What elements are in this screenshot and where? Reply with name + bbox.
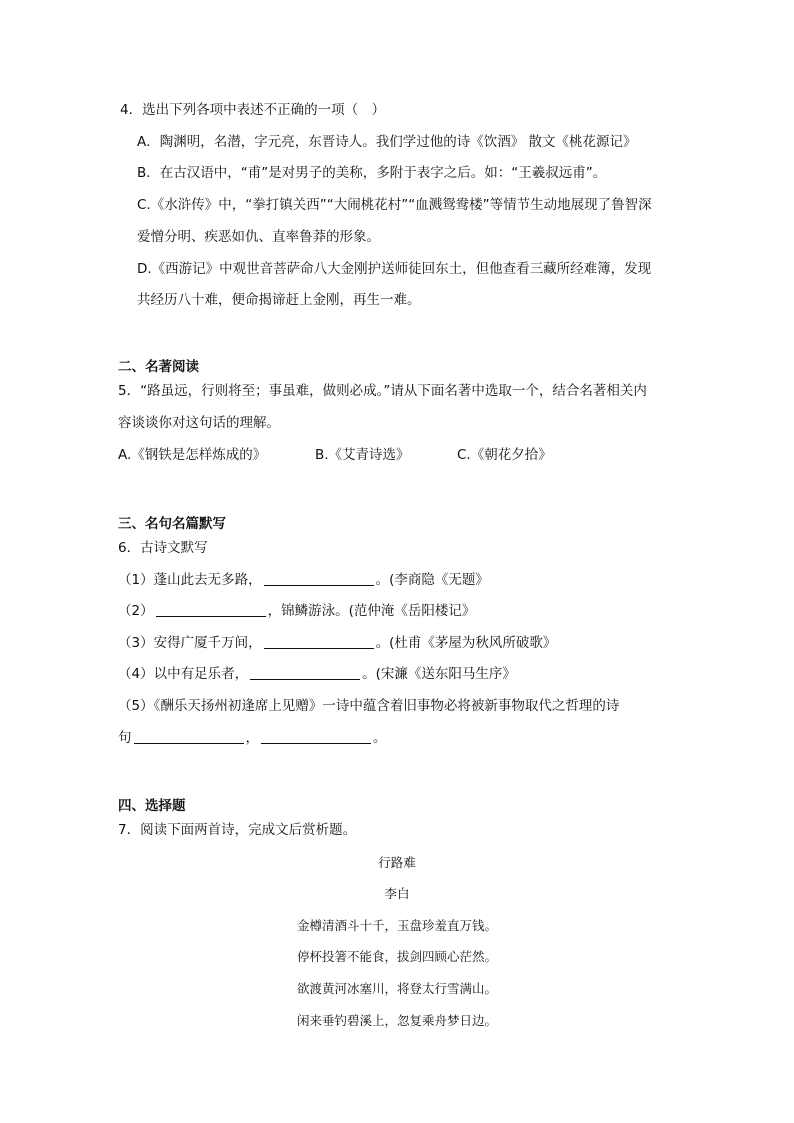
q4-option-a: A．陶渊明，名潜，字元亮，东晋诗人。我们学过他的诗《饮酒》 散文《桃花源记》 (137, 134, 637, 150)
q5-option-a: A.《钢铁是怎样炼成的》 (118, 447, 267, 463)
answer-blank[interactable] (264, 571, 374, 586)
q4-option-c-line1: C.《水浒传》中，“拳打镇关西”“大闹桃花村”“血溅鸳鸯楼”等情节生动地展现了鲁智深 (137, 197, 652, 213)
section-heading-3: 三、名句名篇默写 (118, 516, 226, 532)
q4-option-b: B．在古汉语中，“甫”是对男子的美称，多附于表字之后。如：“王羲叔远甫”。 (137, 165, 607, 181)
q4-option-d-line1: D.《西游记》中观世音菩萨命八大金刚护送师徒回东土，但他查看三藏所经难簿，发现 (137, 261, 652, 277)
q5-option-b: B.《艾青诗选》 (315, 447, 410, 463)
q4-option-c-line2: 爱憎分明、疾恶如仇、直率鲁莽的形象。 (137, 229, 380, 245)
q6-item-1: （1）蓬山此去无多路， 。(李商隐《无题》 (118, 572, 489, 588)
section-heading-2: 二、名著阅读 (118, 359, 199, 375)
q5-line2: 容谈谈你对这句话的理解。 (118, 415, 280, 431)
poem-line: 闲来垂钓碧溪上，忽复乘舟梦日边。 (296, 1013, 497, 1028)
q4-stem: 4．选出下列各项中表述不正确的一项（ ） (120, 102, 386, 118)
section-heading-4: 四、选择题 (118, 798, 186, 814)
q7-stem: 7．阅读下面两首诗，完成文后赏析题。 (118, 822, 357, 838)
q6-item-2: （2） ，锦鳞游泳。(范仲淹《岳阳楼记》 (118, 603, 476, 619)
poem-line: 欲渡黄河冰塞川，将登太行雪满山。 (296, 981, 497, 996)
q6-stem: 6．古诗文默写 (118, 540, 208, 556)
q5-line1: 5．“路虽远，行则将至；事虽难，做则必成。”请从下面名著中选取一个，结合名著相关内 (118, 383, 647, 399)
answer-blank[interactable] (264, 634, 374, 649)
answer-blank[interactable] (250, 665, 360, 680)
answer-blank[interactable] (156, 602, 266, 617)
answer-blank[interactable] (134, 729, 244, 744)
poem-line: 金樽清酒斗十千，玉盘珍羞直万钱。 (296, 918, 497, 933)
q5-option-c: C.《朝花夕拾》 (457, 447, 552, 463)
poem-title: 行路难 (378, 855, 416, 870)
q4-option-d-line2: 共经历八十难，便命揭谛赶上金刚，再生一难。 (137, 292, 421, 308)
q6-item-3: （3）安得广厦千万间， 。(杜甫《茅屋为秋风所破歌》 (118, 635, 557, 651)
q6-item-5-line1: （5）《酬乐天扬州初逢席上见赠》一诗中蕴含着旧事物必将被新事物取代之哲理的诗 (118, 698, 620, 714)
q6-item-5-line2: 句 ， 。 (118, 730, 387, 746)
poem-line: 停杯投箸不能食，拔剑四顾心茫然。 (296, 949, 497, 964)
poem-author: 李白 (384, 886, 410, 901)
answer-blank[interactable] (261, 729, 371, 744)
q6-item-4: （4）以中有足乐者， 。(宋濂《送东阳马生序》 (118, 666, 516, 682)
